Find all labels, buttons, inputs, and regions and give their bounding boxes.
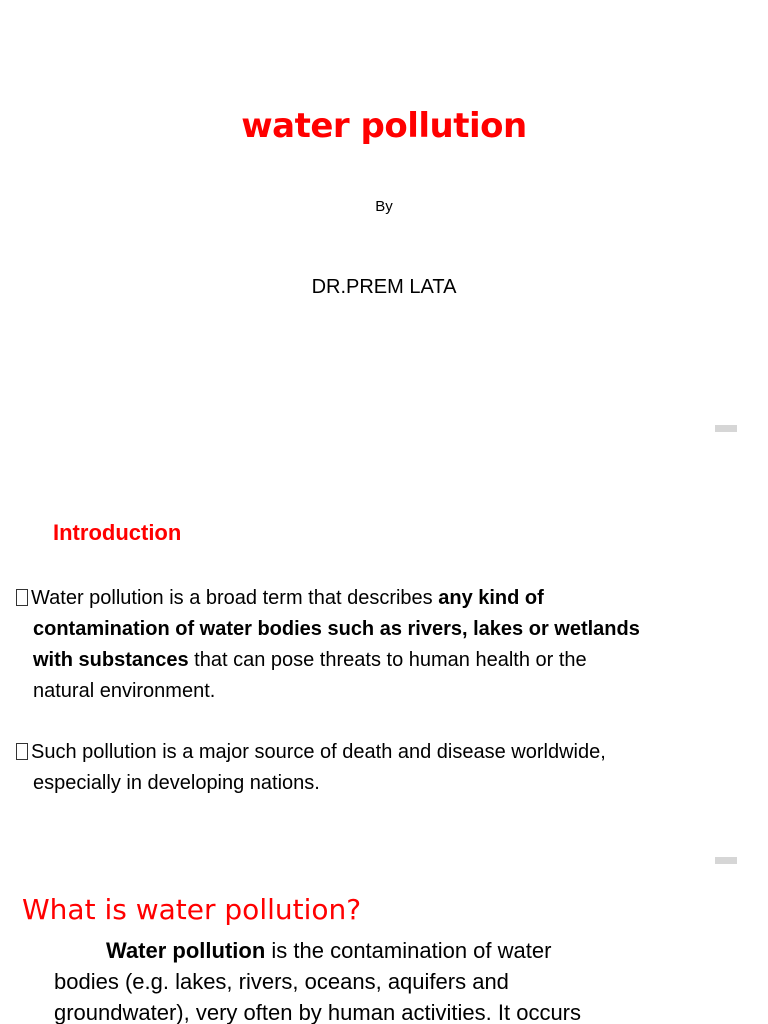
text-run: Such pollution is a major source of death and disease worldwide, xyxy=(31,741,606,763)
missing-glyph-icon xyxy=(16,743,28,760)
bold-run: any kind of xyxy=(438,587,544,609)
by-label: By xyxy=(375,198,393,215)
paragraph-line: groundwater), very often by human activities. It occurs xyxy=(54,1000,582,1024)
bullet-line xyxy=(16,645,746,676)
slide-introduction xyxy=(0,440,768,865)
definition-paragraph xyxy=(54,935,754,1024)
document-title: water pollution xyxy=(241,106,527,146)
bold-run: with substances xyxy=(33,649,189,671)
bullet-definition xyxy=(16,583,746,707)
page-divider-mark xyxy=(715,425,737,432)
bullet-line xyxy=(16,614,746,645)
bullet-line xyxy=(16,737,746,768)
page-divider-mark xyxy=(715,857,737,864)
bold-run: Water pollution xyxy=(106,938,266,963)
slide-title xyxy=(0,0,768,440)
author-name: DR.PREM LATA xyxy=(311,276,457,298)
slide-what-is xyxy=(0,865,768,1024)
text-run: is the contamination of water xyxy=(265,938,552,963)
paragraph-line xyxy=(54,935,754,966)
missing-glyph-icon xyxy=(16,589,28,606)
text-run: Water pollution is a broad term that describes xyxy=(31,587,439,609)
bullet-line: especially in developing nations. xyxy=(33,772,320,794)
what-is-heading: What is water pollution? xyxy=(22,893,362,926)
bold-run: contamination of water bodies such as rivers, lakes or wetlands xyxy=(33,618,640,640)
bullet-line xyxy=(16,583,746,614)
text-run: that can pose threats to human health or the xyxy=(188,649,587,671)
bullet-impact xyxy=(16,737,746,799)
introduction-heading: Introduction xyxy=(53,520,182,545)
paragraph-line: bodies (e.g. lakes, rivers, oceans, aquifers and xyxy=(54,969,509,994)
bullet-line: natural environment. xyxy=(33,680,216,702)
